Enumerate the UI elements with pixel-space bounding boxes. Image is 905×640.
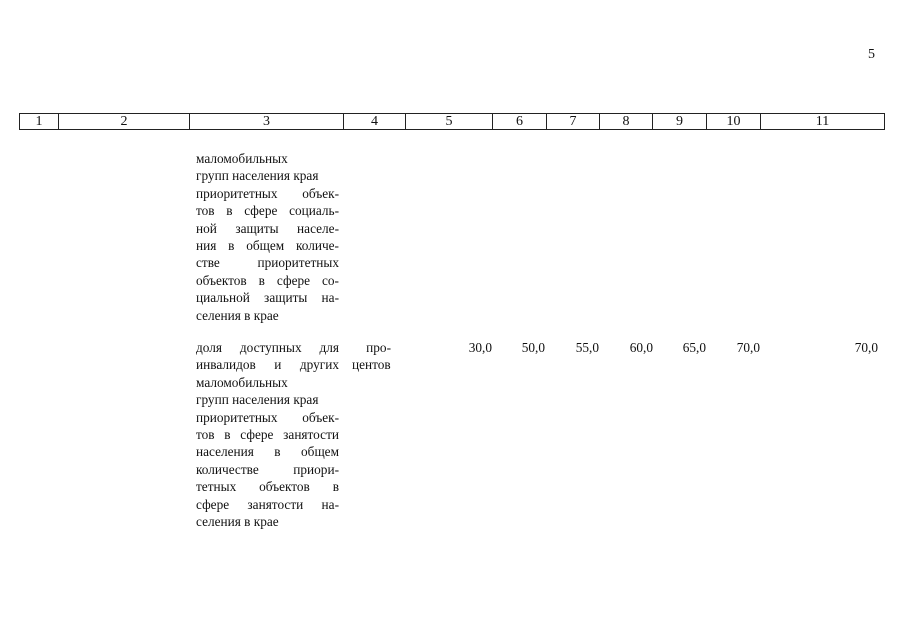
description-line: селения в крае — [196, 307, 279, 323]
description-line: приоритетных объек- — [196, 185, 339, 201]
description-line: приоритетных объек- — [196, 409, 339, 425]
indicator-description — [196, 339, 339, 530]
value-col9: 65,0 — [682, 340, 706, 355]
column-number-cell: 6 — [493, 114, 547, 130]
page-number: 5 — [868, 47, 875, 62]
value-col8: 60,0 — [629, 340, 653, 355]
description-line: ной защиты населе- — [196, 220, 339, 236]
description-line: сфере занятости на- — [196, 496, 339, 512]
column-number-cell: 4 — [344, 114, 406, 130]
unit-line: центов — [352, 357, 391, 373]
description-line: тов в сфере социаль- — [196, 203, 339, 219]
column-number-cell: 7 — [547, 114, 600, 130]
description-line: доля доступных для — [196, 340, 339, 355]
column-number-cell: 9 — [653, 114, 707, 130]
column-number-cell: 5 — [406, 114, 493, 130]
unit-line: про- — [366, 340, 391, 355]
description-line: количестве приори- — [196, 461, 339, 477]
value-col10: 70,0 — [736, 340, 760, 355]
indicator-description-continued — [196, 150, 339, 324]
description-line: групп населения края — [196, 392, 319, 408]
column-number-cell: 2 — [59, 114, 190, 130]
description-line: инвалидов и других — [196, 357, 339, 373]
description-line: стве приоритетных — [196, 255, 339, 271]
description-line: ния в общем количе- — [196, 237, 339, 253]
value-col6: 50,0 — [521, 340, 545, 355]
description-line: групп населения края — [196, 168, 319, 184]
value-col7: 55,0 — [575, 340, 599, 355]
value-col5: 30,0 — [468, 340, 492, 355]
column-number-header — [19, 113, 885, 130]
description-line: тов в сфере занятости — [196, 426, 339, 442]
description-line: населения в общем — [196, 444, 339, 460]
description-line: селения в крае — [196, 513, 279, 529]
column-number-cell: 1 — [20, 114, 59, 130]
description-line: циальной защиты на- — [196, 290, 339, 306]
header-row — [20, 114, 885, 130]
description-line: объектов в сфере со- — [196, 272, 339, 288]
column-number-cell: 8 — [600, 114, 653, 130]
description-line: маломобильных — [196, 374, 288, 390]
description-line: тетных объектов в — [196, 479, 339, 495]
description-line: маломобильных — [196, 151, 288, 166]
column-number-cell: 10 — [707, 114, 761, 130]
column-number-cell: 3 — [190, 114, 344, 130]
column-number-cell: 11 — [761, 114, 885, 130]
unit-of-measure — [352, 339, 398, 374]
value-col11: 70,0 — [854, 340, 878, 355]
